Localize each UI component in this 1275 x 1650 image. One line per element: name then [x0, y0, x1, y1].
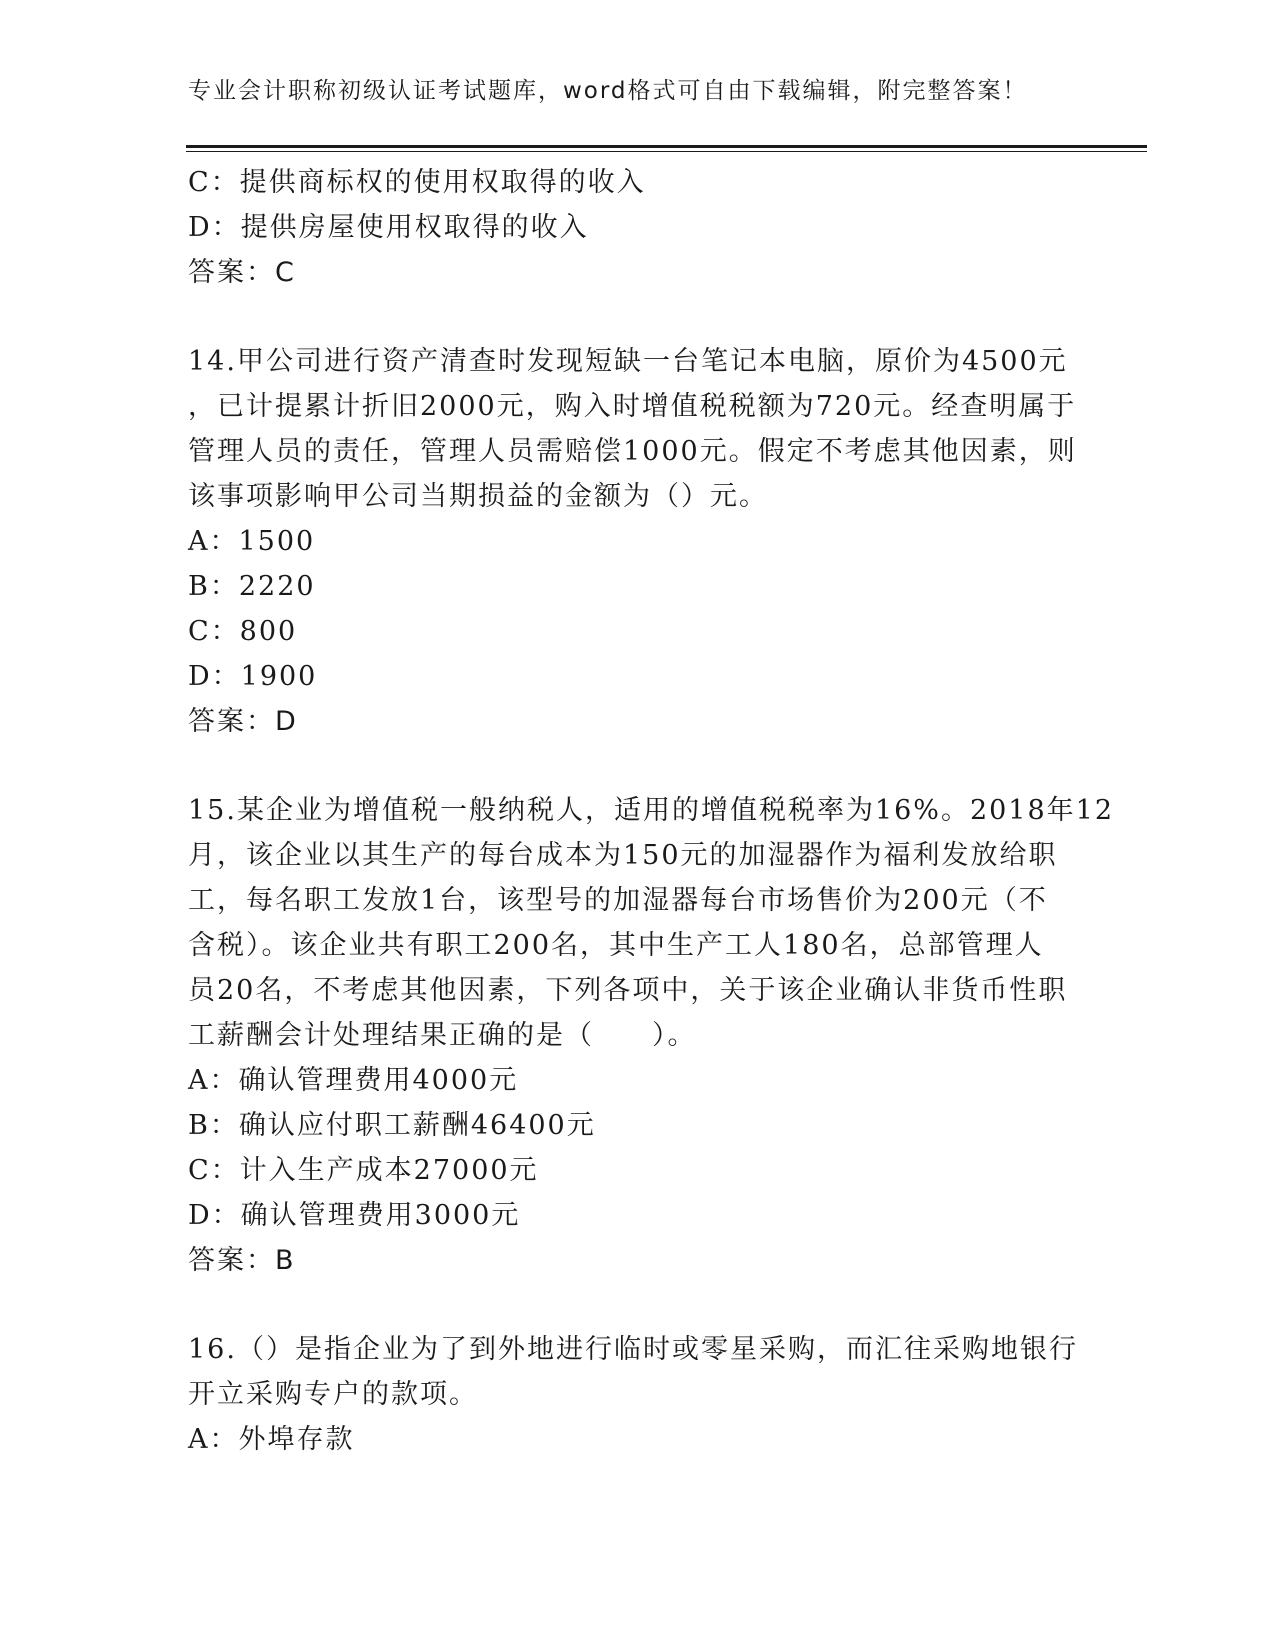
- option-d: D：提供房屋使用权取得的收入: [188, 212, 589, 243]
- option-b: B：确认应付职工薪酬46400元: [188, 1110, 596, 1141]
- option-c: C：提供商标权的使用权取得的收入: [188, 167, 646, 198]
- page-header: 专业会计职称初级认证考试题库，word格式可自由下载编辑，附完整答案！: [188, 78, 1028, 104]
- answer: 答案：C: [188, 257, 296, 288]
- option-a: A：1500: [188, 526, 316, 557]
- option-a: A：确认管理费用4000元: [188, 1065, 519, 1096]
- question-13-tail: [188, 160, 1088, 295]
- option-d: D：1900: [188, 661, 318, 692]
- option-c: C：计入生产成本27000元: [188, 1155, 539, 1186]
- question-stem-line: 14.甲公司进行资产清查时发现短缺一台笔记本电脑，原价为4500元: [188, 346, 1068, 377]
- option-d: D：确认管理费用3000元: [188, 1200, 521, 1231]
- header-rule-thick: [186, 145, 1147, 148]
- answer: 答案：B: [188, 1245, 296, 1276]
- question-stem-line: 开立采购专户的款项。: [188, 1379, 478, 1410]
- question-stem-line: 员20名，不考虑其他因素，下列各项中，关于该企业确认非货币性职: [188, 975, 1068, 1006]
- question-stem-line: 15.某企业为增值税一般纳税人，适用的增值税税率为16%。2018年12: [188, 795, 1115, 826]
- question-15: [188, 788, 1115, 1283]
- question-stem-line: 管理人员的责任，管理人员需赔偿1000元。假定不考虑其他因素，则: [188, 436, 1077, 467]
- option-b: B：2220: [188, 571, 316, 602]
- question-stem-line: 工，每名职工发放1台，该型号的加湿器每台市场售价为200元（不: [188, 885, 1048, 916]
- question-stem-line: 该事项影响甲公司当期损益的金额为（）元。: [188, 481, 768, 512]
- question-stem-line: 月，该企业以其生产的每台成本为150元的加湿器作为福利发放给职: [188, 840, 1058, 871]
- document-body: [188, 160, 1115, 1462]
- question-stem-line: ，已计提累计折旧2000元，购入时增值税税额为720元。经查明属于: [188, 391, 1077, 422]
- question-stem-line: 16.（）是指企业为了到外地进行临时或零星采购，而汇往采购地银行: [188, 1334, 1078, 1365]
- header-rule-thin: [186, 151, 1147, 152]
- option-a: A：外埠存款: [188, 1424, 355, 1455]
- question-stem-line: 工薪酬会计处理结果正确的是（ ）。: [188, 1020, 697, 1051]
- question-stem-line: 含税）。该企业共有职工200名，其中生产工人180名，总部管理人: [188, 930, 1044, 961]
- question-16: [188, 1327, 1088, 1462]
- answer: 答案：D: [188, 706, 298, 737]
- option-c: C：800: [188, 616, 298, 647]
- question-14: [188, 339, 1088, 744]
